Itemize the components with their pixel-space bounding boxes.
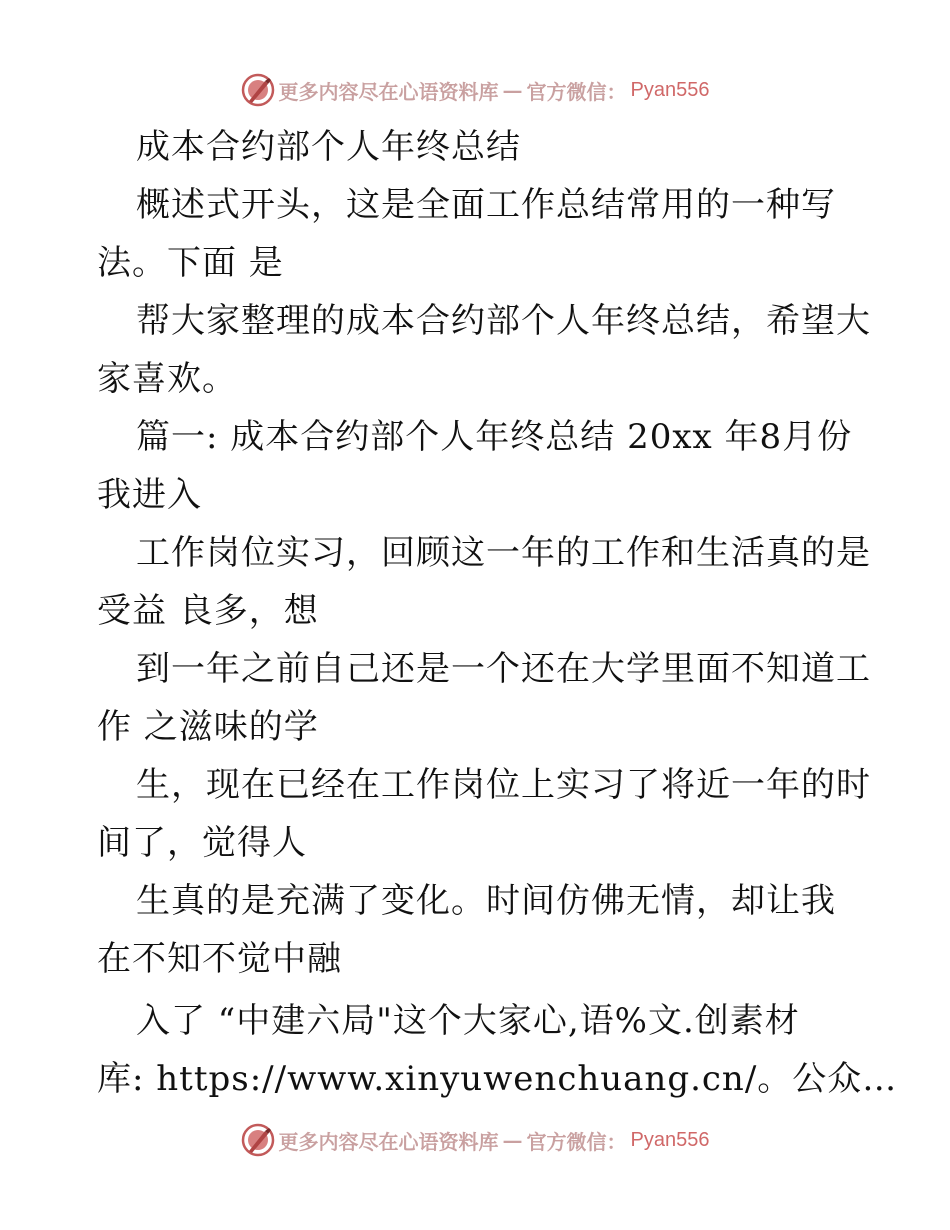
banner-dash: — — [502, 1128, 523, 1152]
footer-banner — [0, 1120, 950, 1160]
paragraph-line: 作 之滋味的学 — [97, 707, 319, 747]
paragraph-line: 到一年之前自己还是一个还在大学里面不知道工 — [136, 649, 871, 689]
paragraph-line: 受益 良多，想 — [97, 591, 319, 631]
paragraph-line: 法。下面 是 — [97, 243, 284, 283]
pen-logo-icon — [241, 73, 275, 107]
banner-dash: — — [502, 78, 523, 102]
banner-slogan: 更多内容尽在心语资料库 — [278, 1129, 499, 1154]
paragraph-line: 库: https://www.xinyuwenchuang.cn/。公众… — [97, 1059, 898, 1099]
banner-wechat-id: Pyan556 — [630, 1128, 710, 1151]
banner-slogan: 更多内容尽在心语资料库 — [278, 79, 499, 104]
paragraph-line: 生，现在已经在工作岗位上实习了将近一年的时 — [136, 765, 871, 805]
document-title: 成本合约部个人年终总结 — [136, 127, 521, 167]
paragraph-line: 篇一: 成本合约部个人年终总结 20xx 年8月份 — [136, 417, 853, 457]
pen-logo-icon — [241, 1123, 275, 1157]
banner-wechat-label: 官方微信： — [526, 1129, 627, 1154]
paragraph-line: 入了 “中建六局"这个大家心,语%文.创素材 — [136, 1001, 800, 1041]
paragraph-line: 帮大家整理的成本合约部个人年终总结，希望大 — [136, 301, 871, 341]
paragraph-line: 间了，觉得人 — [97, 823, 307, 863]
banner-wechat-label: 官方微信： — [526, 79, 627, 104]
paragraph-line: 工作岗位实习，回顾这一年的工作和生活真的是 — [136, 533, 871, 573]
paragraph-line: 在不知不觉中融 — [97, 939, 342, 979]
banner-wechat-id: Pyan556 — [630, 78, 710, 101]
paragraph-line: 我进入 — [97, 475, 202, 515]
paragraph-line: 生真的是充满了变化。时间仿佛无情，却让我 — [136, 881, 836, 921]
paragraph-line: 家喜欢。 — [97, 359, 237, 399]
paragraph-line: 概述式开头，这是全面工作总结常用的一种写 — [136, 185, 836, 225]
header-banner — [0, 70, 950, 110]
